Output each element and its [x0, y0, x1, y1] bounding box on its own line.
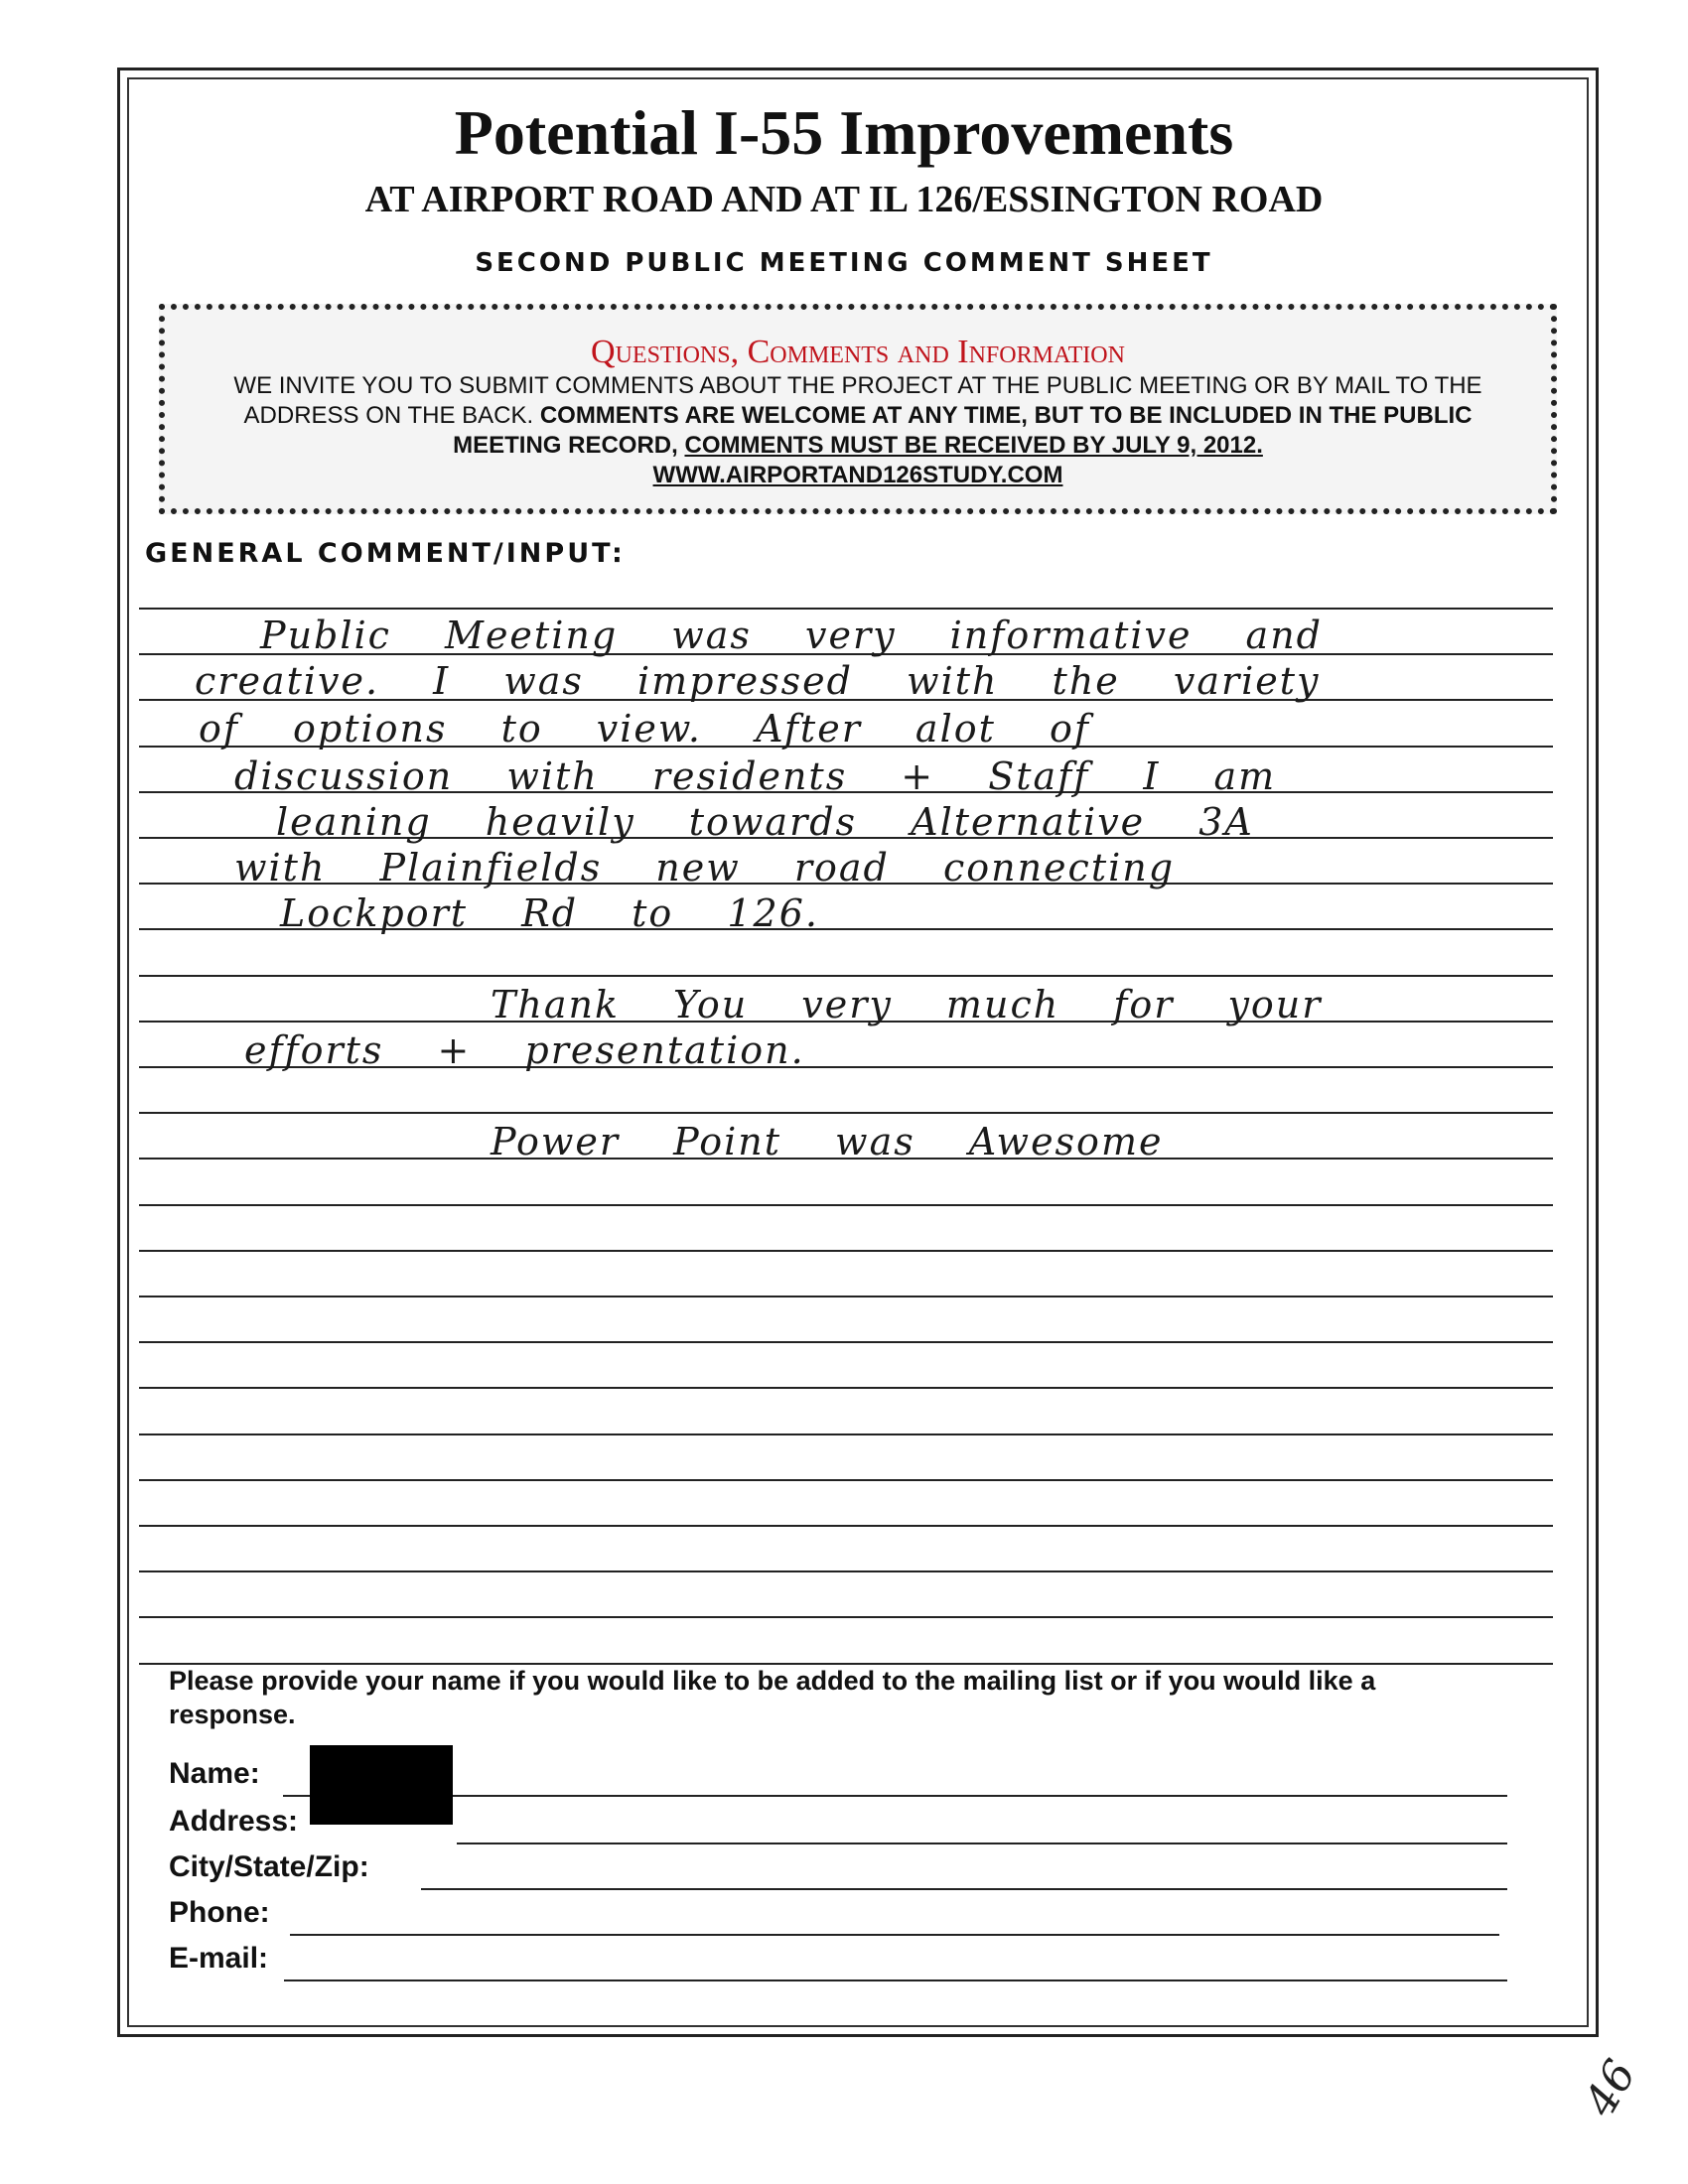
info-text-part2: COMMENTS ARE WELCOME AT ANY TIME, BUT TO BE INCLUDED IN THE PUBLIC MEETING RECORD, — [453, 402, 1473, 459]
phone-field[interactable] — [290, 1934, 1499, 1936]
phone-label: Phone: — [169, 1896, 270, 1929]
name-field[interactable] — [283, 1795, 1507, 1797]
comment-line: of options to view. After alot of — [199, 707, 1090, 751]
ruled-line — [139, 1296, 1553, 1297]
email-label: E-mail: — [169, 1942, 269, 1975]
redaction-box — [310, 1745, 453, 1825]
comment-line: Thank You very much for your — [491, 983, 1323, 1026]
info-text-part1: WE INVITE YOU TO SUBMIT COMMENTS ABOUT THE PROJECT AT THE PUBLIC MEETING OR BY MAIL TO THE ADDRESS ON THE BACK. — [233, 372, 1482, 429]
info-heading: Questions, Comments and Information — [591, 334, 1125, 370]
ruled-line — [139, 1250, 1553, 1252]
address-field[interactable] — [457, 1843, 1507, 1844]
comment-line: leaning heavily towards Alternative 3A — [276, 800, 1254, 844]
ruled-line — [139, 1525, 1553, 1527]
ruled-line — [139, 1387, 1553, 1389]
ruled-line — [139, 1479, 1553, 1481]
sheet-label: SECOND PUBLIC MEETING COMMENT SHEET — [475, 248, 1213, 278]
ruled-line — [139, 1616, 1553, 1618]
comment-line: Lockport Rd to 126. — [280, 891, 819, 935]
info-url-link[interactable]: WWW.AIRPORTAND126STUDY.COM — [652, 462, 1063, 488]
info-text — [165, 371, 1551, 461]
ruled-line — [139, 1570, 1553, 1572]
page-number: 46 — [1574, 2051, 1647, 2125]
comment-line: Power Point was Awesome — [491, 1120, 1164, 1163]
comment-line: with Plainfields new road connecting — [234, 846, 1176, 889]
ruled-line — [139, 1433, 1553, 1435]
comment-line: discussion with residents + Staff I am — [234, 754, 1277, 798]
address-label: Address: — [169, 1805, 299, 1838]
info-deadline: COMMENTS MUST BE RECEIVED BY JULY 9, 2012. — [684, 432, 1263, 459]
ruled-line — [139, 1341, 1553, 1343]
city-state-zip-label: City/State/Zip: — [169, 1850, 369, 1883]
general-comment-label: GENERAL COMMENT/INPUT: — [145, 538, 626, 569]
comment-line: Public Meeting was very informative and — [260, 614, 1323, 657]
city-state-zip-field[interactable] — [421, 1888, 1507, 1890]
ruled-line — [139, 1112, 1553, 1114]
comment-line: creative. I was impressed with the variety — [195, 659, 1321, 703]
page-subtitle: AT AIRPORT ROAD AND AT IL 126/ESSINGTON ROAD — [364, 179, 1324, 220]
comment-line: efforts + presentation. — [244, 1028, 805, 1072]
ruled-line — [139, 608, 1553, 610]
email-field[interactable] — [284, 1979, 1507, 1981]
ruled-line — [139, 1204, 1553, 1206]
name-label: Name: — [169, 1757, 260, 1790]
page-title: Potential I-55 Improvements — [454, 97, 1234, 168]
info-box — [159, 304, 1557, 514]
contact-prompt: Please provide your name if you would like to be added to the mailing list or if you would like a response. — [169, 1666, 1376, 1729]
ruled-line — [139, 975, 1553, 977]
